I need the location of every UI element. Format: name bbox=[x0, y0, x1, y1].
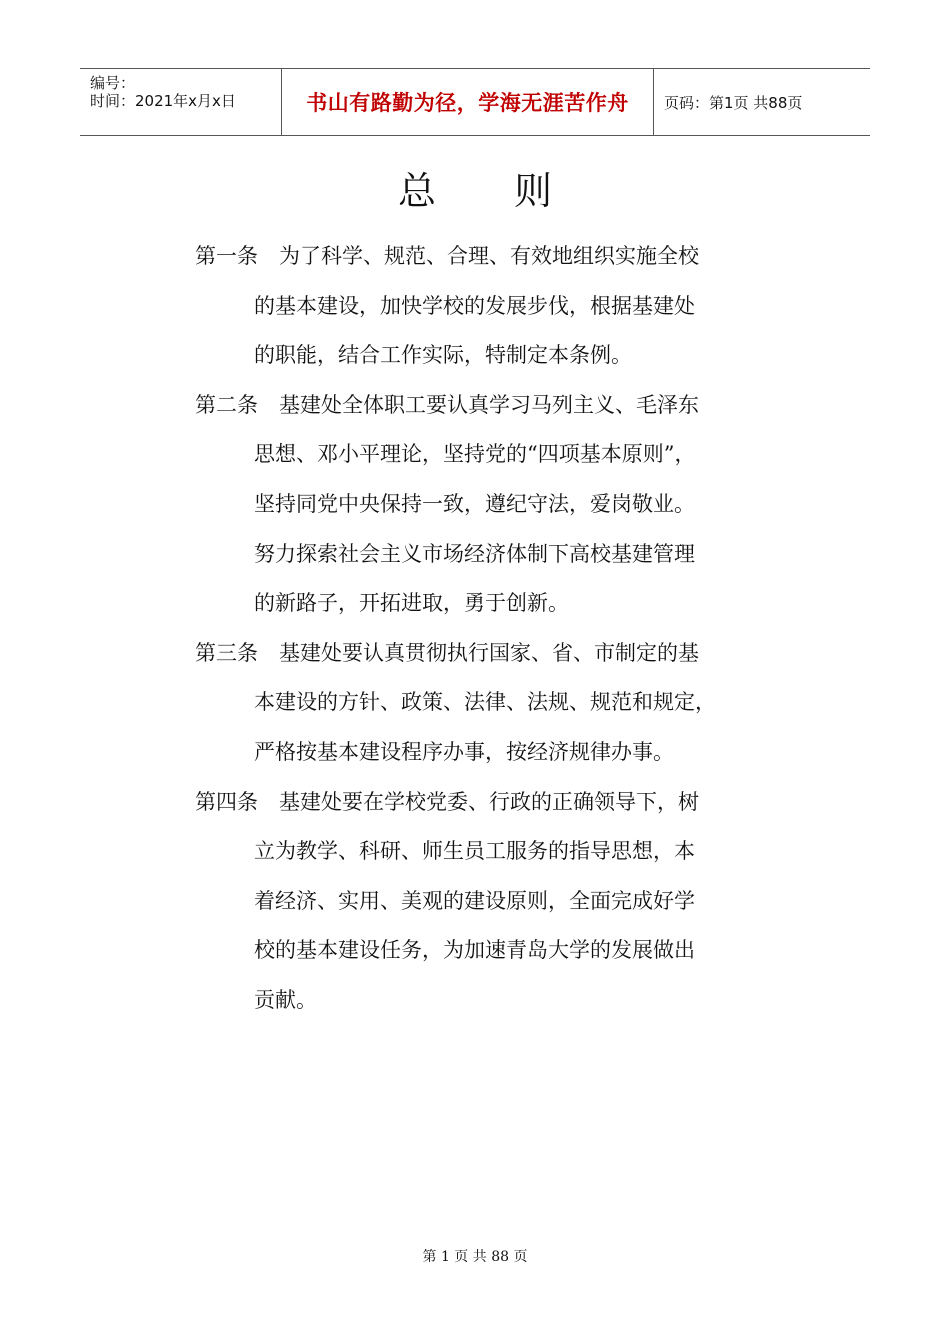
article-text: 校的基本建设任务，为加速青岛大学的发展做出 bbox=[254, 938, 695, 963]
article-text: 贡献。 bbox=[254, 987, 317, 1012]
article-text: 的职能，结合工作实际，特制定本条例。 bbox=[254, 343, 632, 368]
article-list bbox=[195, 232, 755, 1026]
title-char-2: 则 bbox=[514, 169, 553, 213]
article-line bbox=[195, 678, 755, 728]
article-text: 的基本建设，加快学校的发展步伐，根据基建处 bbox=[254, 293, 695, 318]
article-label: 第二条 bbox=[195, 392, 258, 417]
number-label: 编号： bbox=[90, 74, 136, 92]
article-line bbox=[195, 381, 755, 431]
article-line bbox=[195, 877, 755, 927]
article-line bbox=[195, 827, 755, 877]
article-text: 坚持同党中央保持一致，遵纪守法，爱岗敬业。 bbox=[254, 491, 695, 516]
article-text: 严格按基本建设程序办事，按经济规律办事。 bbox=[254, 739, 674, 764]
article-text: 努力探索社会主义市场经济体制下高校基建管理 bbox=[254, 541, 695, 566]
article-line bbox=[195, 926, 755, 976]
article-line bbox=[195, 976, 755, 1026]
header-motto-cell bbox=[282, 69, 654, 135]
document-header bbox=[80, 68, 870, 136]
article-text: 本建设的方针、政策、法律、法规、规范和规定， bbox=[254, 690, 716, 715]
article-line bbox=[195, 331, 755, 381]
article bbox=[195, 778, 755, 1026]
article bbox=[195, 629, 755, 778]
article-text: 基建处要认真贯彻执行国家、省、市制定的基 bbox=[279, 640, 699, 665]
header-page-cell bbox=[654, 69, 870, 135]
article-text: 基建处要在学校党委、行政的正确领导下，树 bbox=[279, 789, 699, 814]
article-label: 第四条 bbox=[195, 789, 258, 814]
article-line bbox=[195, 778, 755, 828]
article-line bbox=[195, 430, 755, 480]
page-label: 页码：第1页 共88页 bbox=[664, 93, 803, 112]
motto-text: 书山有路勤为径，学海无涯苦作舟 bbox=[306, 91, 629, 115]
article-text: 基建处全体职工要认真学习马列主义、毛泽东 bbox=[279, 392, 699, 417]
article-line bbox=[195, 579, 755, 629]
article-line bbox=[195, 530, 755, 580]
article-text: 思想、邓小平理论，坚持党的“四项基本原则”， bbox=[254, 442, 696, 467]
article bbox=[195, 232, 755, 381]
header-meta-cell bbox=[80, 69, 282, 135]
article-text: 的新路子，开拓进取，勇于创新。 bbox=[254, 591, 569, 616]
article-line bbox=[195, 480, 755, 530]
title-char-1: 总 bbox=[397, 169, 436, 213]
article-line bbox=[195, 629, 755, 679]
article-line bbox=[195, 232, 755, 282]
article-label: 第一条 bbox=[195, 244, 258, 268]
article-text: 立为教学、科研、师生员工服务的指导思想，本 bbox=[254, 839, 695, 864]
article bbox=[195, 381, 755, 629]
page-title bbox=[0, 160, 950, 215]
article-label: 第三条 bbox=[195, 640, 258, 665]
time-label: 时间：2021年x月x日 bbox=[90, 92, 236, 110]
article-line bbox=[195, 728, 755, 778]
article-line bbox=[195, 282, 755, 332]
page-footer: 第 1 页 共 88 页 bbox=[422, 1249, 528, 1265]
article-text: 为了科学、规范、合理、有效地组织实施全校 bbox=[279, 244, 699, 268]
article-text: 着经济、实用、美观的建设原则，全面完成好学 bbox=[254, 888, 695, 913]
